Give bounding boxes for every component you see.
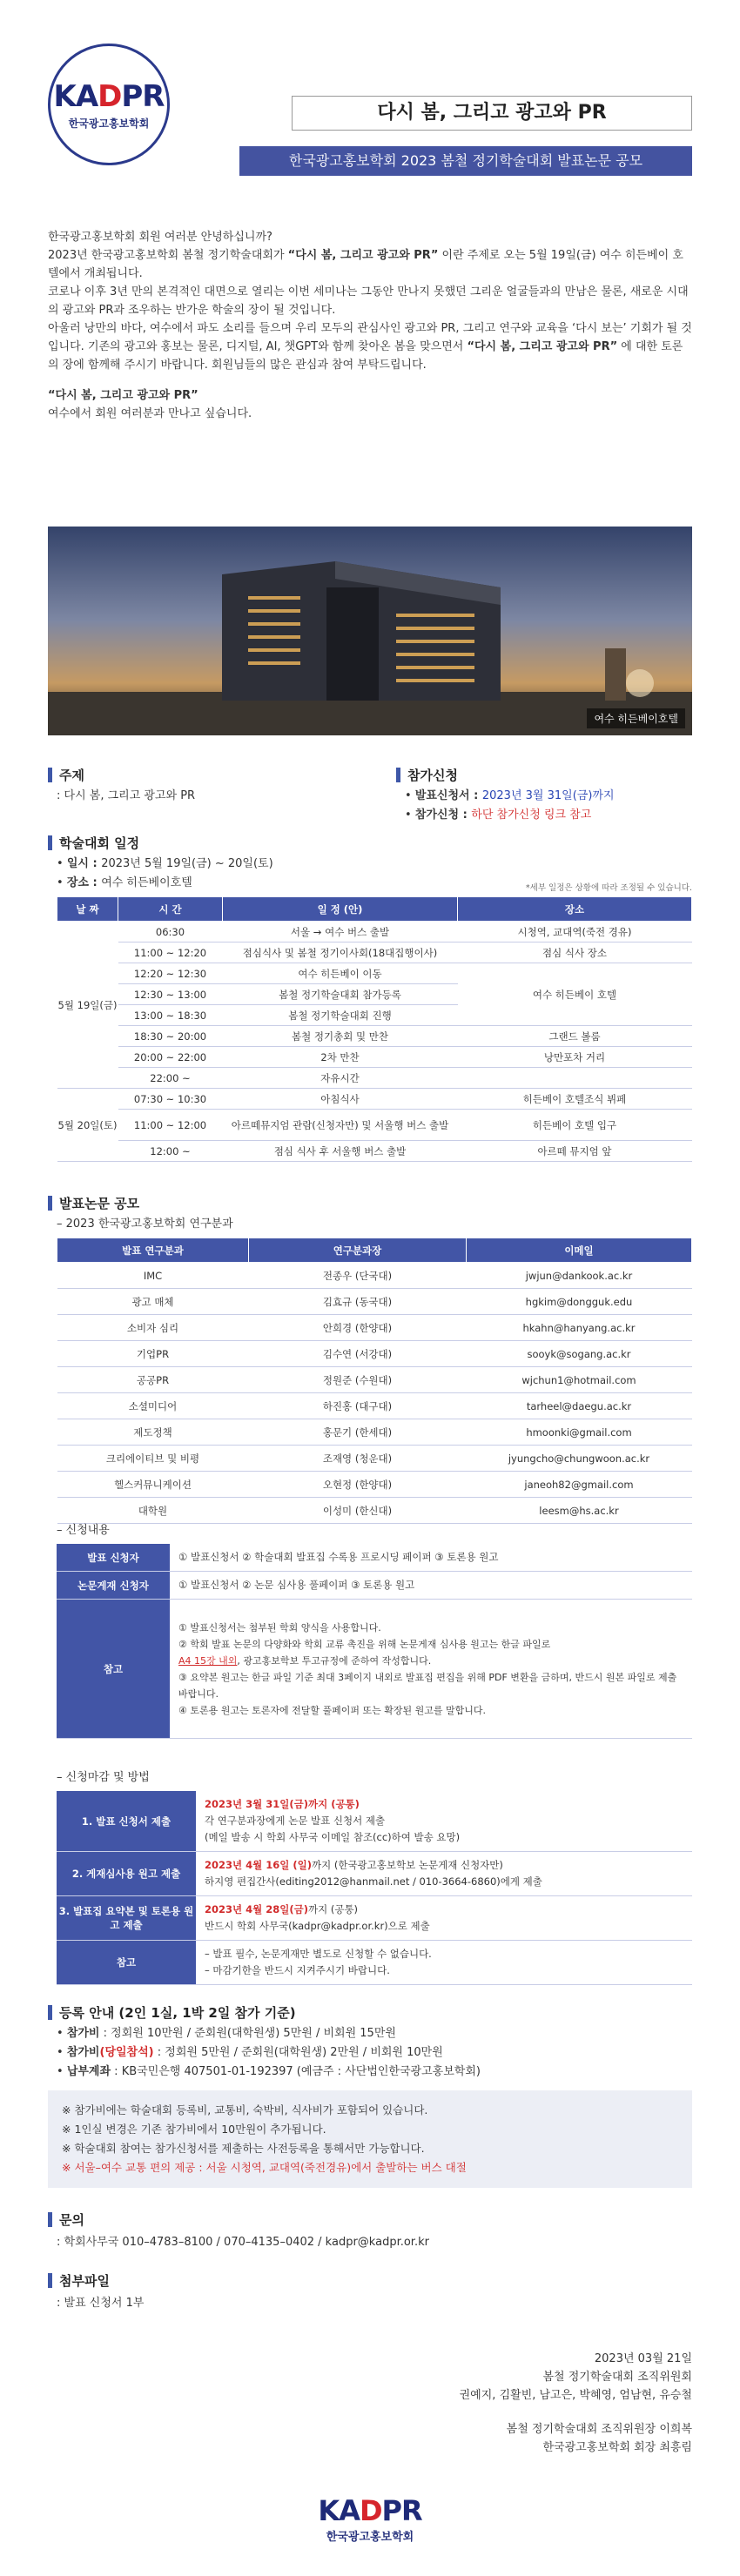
application-table-wrap <box>57 1544 692 1739</box>
table-row <box>57 1791 692 1852</box>
row-label: 3. 발표집 요약본 및 토론용 원고 제출 <box>57 1896 196 1941</box>
attach-heading: 첨부파일 <box>48 2271 110 2290</box>
row-label: 참고 <box>57 1600 170 1739</box>
intro-paragraph-2: 코로나 이후 3년 만의 본격적인 대면으로 열리는 이번 세미나는 그동안 만나지 못했던 그리운 얼굴들과의 만남은 물론, 새로운 시대의 광고와 PR과 조우하는 반가운 학술의 장이 될 것입니다. <box>48 285 689 317</box>
table-row: 12:30 ~ 13:00 봄철 정기학술대회 참가등록 <box>57 984 692 1005</box>
registration-item-apply: • 참가신청 : 하단 참가신청 링크 참고 <box>405 808 592 822</box>
table-row: 5월 20일(토) 07:30 ~ 10:30 아침식사 히든베이 호텔조식 뷔페 <box>57 1089 692 1110</box>
registration-link[interactable]: 하단 참가신청 링크 참고 <box>471 808 592 822</box>
page-title: 다시 봄, 그리고 광고와 PR <box>292 96 692 131</box>
row-label: 논문게재 신청자 <box>57 1572 170 1600</box>
table-row: 광고 매체 김효규 (동국대) hgkim@dongguk.edu <box>57 1289 692 1315</box>
page-subtitle: 한국광고홍보학회 2023 봄철 정기학술대회 발표논문 공모 <box>239 146 692 176</box>
table-row: 11:00 ~ 12:20 점심식사 및 봄철 정기이사회(18대집행이사) 점심 식사 장소 <box>57 943 692 963</box>
schedule-heading: 학술대회 일정 <box>48 834 139 852</box>
contact-heading: 문의 <box>48 2210 84 2229</box>
note-item: ② 학회 발표 논문의 다양화와 학회 교류 촉진을 위해 논문게재 심사용 원고는 한글 파일로 A4 15장 내외, 광고홍보학보 투고규정에 준하여 작성합니다. <box>178 1638 551 1667</box>
row-label: 발표 신청자 <box>57 1544 170 1572</box>
photo-caption: 여수 히든베이호텔 <box>587 708 685 728</box>
table-row: 공공PR 정원준 (수원대) wjchun1@hotmail.com <box>57 1367 692 1393</box>
note-item: ③ 요약본 원고는 한글 파일 기준 최대 3페이지 내외로 발표집 편집을 위해 PDF 변환을 금하며, 반드시 원본 파일로 제출 바랍니다. <box>178 1671 677 1700</box>
table-row: 13:00 ~ 18:30 봄철 정기학술대회 진행 <box>57 1005 692 1026</box>
table-row: 12:00 ~ 점심 식사 후 서울행 버스 출발 아르떼 뮤지엄 앞 <box>57 1141 692 1162</box>
table-row: IMC 전종우 (단국대) jwjun@dankook.ac.kr <box>57 1263 692 1289</box>
fee-item: • 참가비 : 정회원 10만원 / 준회원(대학원생) 5만원 / 비회원 15만원 <box>57 2027 396 2040</box>
row-content: ① 발표신청서 ② 논문 심사용 풀페이퍼 ③ 토론용 원고 <box>170 1572 692 1600</box>
signature-line: 권예지, 김활빈, 남고은, 박혜영, 엄남현, 유승철 <box>459 2389 692 2402</box>
table-row <box>57 1600 692 1739</box>
heading-bar <box>48 768 52 782</box>
papers-sub: – 2023 한국광고홍보학회 연구분과 <box>57 1218 233 1231</box>
row-content: – 발표 필수, 논문게재만 별도로 신청할 수 없습니다. – 마감기한을 반드시 지켜주시기 바랍니다. <box>196 1941 692 1985</box>
col-chair: 연구분과장 <box>249 1238 467 1263</box>
logo <box>48 44 170 165</box>
note-item: ※ 학술대회 참여는 참가신청서를 제출하는 사전등록을 통해서만 가능합니다. <box>62 2142 425 2155</box>
note-item: ※ 1인실 변경은 기존 참가비에서 10만원이 추가됩니다. <box>62 2123 326 2136</box>
footer-logo <box>48 2494 692 2544</box>
signature-line: 봄철 정기학술대회 조직위원장 이희복 <box>506 2423 692 2436</box>
table-row: 대학원 이성미 (한신대) leesm@hs.ac.kr <box>57 1498 692 1524</box>
heading-bar <box>48 835 52 850</box>
row-label: 1. 발표 신청서 제출 <box>57 1791 196 1852</box>
table-row: 헬스커뮤니케이션 오현정 (한양대) janeoh82@gmail.com <box>57 1472 692 1498</box>
table-row <box>57 1896 692 1941</box>
row-content <box>170 1600 692 1739</box>
header <box>48 0 692 183</box>
note-item: ※ 서울–여수 교통 편의 제공 : 서울 시청역, 교대역(죽전경유)에서 출발하는 버스 대절 <box>62 2161 467 2174</box>
col-date: 날 짜 <box>57 897 118 922</box>
table-row: 크리에이티브 및 비평 조재영 (청운대) jyungcho@chungwoon.ac.kr <box>57 1446 692 1472</box>
logo-org: 한국광고홍보학회 <box>68 117 150 130</box>
table-row: 소비자 심리 안희경 (한양대) hkahn@hanyang.ac.kr <box>57 1315 692 1341</box>
hotel-illustration <box>48 527 692 735</box>
table-row: 18:30 ~ 20:00 봄철 정기총회 및 만찬 그랜드 볼룸 <box>57 1026 692 1047</box>
attach-text[interactable]: : 발표 신청서 1부 <box>57 2297 145 2310</box>
table-row <box>57 1544 692 1572</box>
col-field: 발표 연구분과 <box>57 1238 249 1263</box>
registration-heading: 참가신청 <box>396 766 458 784</box>
heading-bar <box>48 1196 52 1211</box>
heading-bar <box>48 2273 52 2288</box>
papers-table <box>57 1238 692 1524</box>
intro-quote: “다시 봄, 그리고 광고와 PR” <box>48 389 198 402</box>
schedule-table <box>57 896 692 1162</box>
col-event: 일 정 (안) <box>223 897 458 922</box>
signature-line: 봄철 정기학술대회 조직위원회 <box>542 2371 692 2384</box>
fee-item: • 납부계좌 : KB국민은행 407501-01-192397 (예금주 : 사단법인한국광고홍보학회) <box>57 2065 481 2078</box>
table-row: 20:00 ~ 22:00 2차 만찬 낭만포차 거리 <box>57 1047 692 1068</box>
deadline-heading: – 신청마감 및 방법 <box>57 1771 150 1784</box>
signature-block <box>344 2350 692 2457</box>
table-row: 5월 19일(금) 06:30 서울 → 여수 버스 출발 시청역, 교대역(죽전 경유) <box>57 922 692 943</box>
intro-paragraph-3: 아울러 낭만의 바다, 여수에서 파도 소리를 들으며 우리 모두의 관심사인 광고와 PR, 그리고 연구와 교육을 ‘다시 보는’ 기회가 될 것입니다. 기존의 광고와 홍보는 물론, 디지털, AI, 챗GPT와 함께 찾아온 봄을 맞으면서 “다시 봄, 그리고 광고와 PR” 에 대한 토론의 장에 함께해 주시기 바랍니다. 회원님들의 많은 관심과 참여 부탁드립니다. <box>48 322 692 372</box>
schedule-place: • 장소 : 여수 히든베이호텔 <box>57 876 192 889</box>
row-content: 2023년 4월 16일 (일)까지 (한국광고홍보학보 논문게재 신청자만) 하지영 편집간사(editing2012@hanmail.net / 010-3664-6860)에게 제출 <box>196 1852 692 1896</box>
row-label: 2. 게재심사용 원고 제출 <box>57 1852 196 1896</box>
table-row <box>57 1941 692 1985</box>
fee-item: • 참가비(당일참석) : 정회원 5만원 / 준회원(대학원생) 2만원 / 비회원 10만원 <box>57 2046 443 2059</box>
heading-bar <box>48 2005 52 2020</box>
schedule-note: *세부 일정은 상황에 따라 조정될 수 있습니다. <box>525 883 692 893</box>
intro-paragraph-1: 2023년 한국광고홍보학회 봄철 정기학술대회가 “다시 봄, 그리고 광고와 PR” 이란 주제로 오는 5월 19일(금) 여수 히든베이 호텔에서 개최됩니다. <box>48 249 683 280</box>
fees-list <box>57 2024 481 2082</box>
registration-item-deadline: • 발표신청서 : 2023년 3월 31일(금)까지 <box>405 789 615 802</box>
signature-date: 2023년 03월 21일 <box>594 2352 692 2365</box>
day-cell: 5월 19일(금) <box>57 922 118 1089</box>
table-row: 11:00 ~ 12:00 아르떼뮤지엄 관람(신청자만) 및 서울행 버스 출발 히든베이 호텔 입구 <box>57 1110 692 1141</box>
schedule-date: • 일시 : 2023년 5월 19일(금) ~ 20일(토) <box>57 857 273 870</box>
table-row: 22:00 ~ 자유시간 <box>57 1068 692 1089</box>
fees-note-box <box>48 2090 692 2188</box>
footer-logo-mark: KADPR <box>318 2494 422 2527</box>
footer-logo-org: 한국광고홍보학회 <box>326 2531 414 2544</box>
papers-header-row <box>57 1238 692 1263</box>
page <box>48 0 692 2544</box>
deadline-table-wrap <box>57 1791 692 1985</box>
registration-list <box>405 787 615 825</box>
col-email: 이메일 <box>467 1238 692 1263</box>
note-item: ① 발표신청서는 첨부된 학회 양식을 사용합니다. <box>178 1621 381 1633</box>
application-heading: – 신청내용 <box>57 1524 110 1537</box>
schedule-table-wrap <box>57 896 692 1162</box>
table-row: 소셜미디어 하진홍 (대구대) tarheel@daegu.ac.kr <box>57 1393 692 1419</box>
intro-closing: 여수에서 회원 여러분과 만나고 싶습니다. <box>48 407 252 420</box>
table-row: 기업PR 김수연 (서강대) sooyk@sogang.ac.kr <box>57 1341 692 1367</box>
note-item: ④ 토론용 원고는 토론자에 전달할 풀페이퍼 또는 확장된 원고를 말합니다. <box>178 1704 486 1716</box>
table-row: 제도정책 홍문기 (한세대) hmoonki@gmail.com <box>57 1419 692 1446</box>
schedule-info <box>57 855 273 893</box>
note-item: ※ 참가비에는 학술대회 등록비, 교통비, 숙박비, 식사비가 포함되어 있습니다. <box>62 2103 428 2116</box>
papers-table-wrap <box>57 1238 692 1524</box>
contact-text: : 학회사무국 010–4783–8100 / 070–4135–0402 / kadpr@kadpr.or.kr <box>57 2236 429 2249</box>
day-cell: 5월 20일(토) <box>57 1089 118 1162</box>
hotel-photo <box>48 527 692 735</box>
row-label: 참고 <box>57 1941 196 1985</box>
logo-mark: KADPR <box>53 79 165 114</box>
heading-bar <box>48 2212 52 2227</box>
table-row: 12:20 ~ 12:30 여수 히든베이 이동 여수 히든베이 호텔 <box>57 963 692 984</box>
papers-heading: 발표논문 공모 <box>48 1194 139 1212</box>
intro-greeting: 한국광고홍보학회 회원 여러분 안녕하십니까? <box>48 231 272 244</box>
row-content: ① 발표신청서 ② 학술대회 발표집 수록용 프로시딩 페이퍼 ③ 토론용 원고 <box>170 1544 692 1572</box>
schedule-header-row <box>57 897 692 922</box>
row-content: 2023년 4월 28일(금)까지 (공통) 반드시 학회 사무국(kadpr@kadpr.or.kr)으로 제출 <box>196 1896 692 1941</box>
table-row <box>57 1852 692 1896</box>
col-place: 장소 <box>458 897 692 922</box>
deadline-table <box>57 1791 692 1985</box>
table-row <box>57 1572 692 1600</box>
signature-line: 한국광고홍보학회 회장 최흥림 <box>542 2441 692 2454</box>
fees-heading: 등록 안내 (2인 1실, 1박 2일 참가 기준) <box>48 2003 296 2022</box>
theme-heading: 주제 <box>48 766 84 784</box>
intro-letter <box>48 228 692 423</box>
theme-text: : 다시 봄, 그리고 광고와 PR <box>57 789 196 802</box>
row-content: 2023년 3월 31일(금)까지 (공통) 각 연구분과장에게 논문 발표 신청서 제출 (메일 발송 시 학회 사무국 이메일 참조(cc)하여 발송 요망) <box>196 1791 692 1852</box>
heading-bar <box>396 768 400 782</box>
col-time: 시 간 <box>118 897 223 922</box>
application-table <box>57 1544 692 1739</box>
